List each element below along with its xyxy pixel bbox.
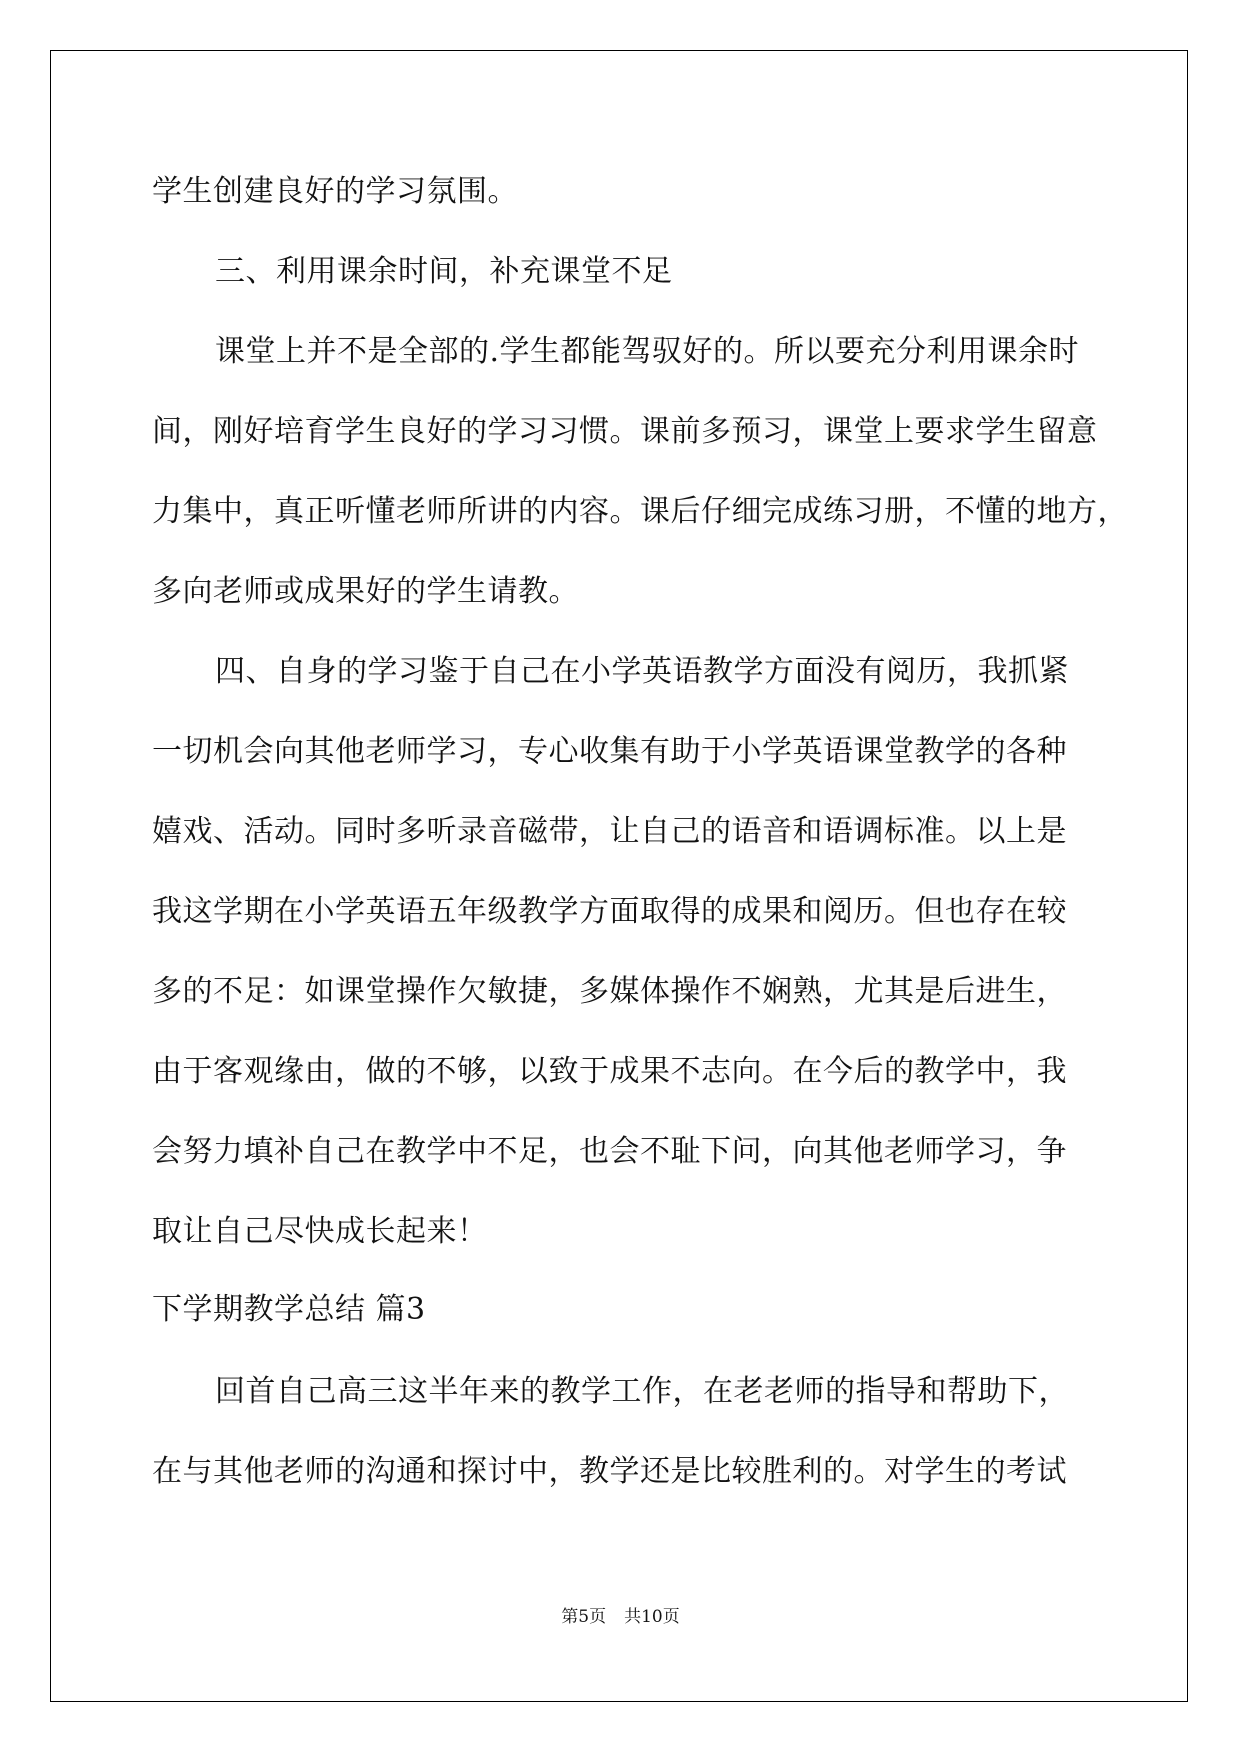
body-text-line: 间，刚好培育学生良好的学习习惯。课前多预习，课堂上要求学生留意	[152, 414, 1098, 449]
page-total: 共10页	[624, 1607, 680, 1627]
article-title: 下学期教学总结 篇3	[152, 1292, 426, 1327]
section-heading: 三、利用课余时间，补充课堂不足	[215, 254, 673, 289]
page-footer	[0, 1602, 1241, 1627]
body-text-line: 会努力填补自己在教学中不足，也会不耻下问，向其他老师学习，争	[152, 1134, 1067, 1169]
body-text-line: 四、自身的学习鉴于自己在小学英语教学方面没有阅历，我抓紧	[215, 654, 1069, 689]
body-text-line: 学生创建良好的学习氛围。	[152, 174, 518, 209]
body-text-line: 多的不足：如课堂操作欠敏捷，多媒体操作不娴熟，尤其是后进生，	[152, 974, 1067, 1009]
body-text-line: 一切机会向其他老师学习，专心收集有助于小学英语课堂教学的各种	[152, 734, 1067, 769]
body-text-line: 嬉戏、活动。同时多听录音磁带，让自己的语音和语调标准。以上是	[152, 814, 1067, 849]
body-text-line: 取让自己尽快成长起来！	[152, 1214, 488, 1249]
body-text-line: 我这学期在小学英语五年级教学方面取得的成果和阅历。但也存在较	[152, 894, 1067, 929]
body-text-line: 力集中，真正听懂老师所讲的内容。课后仔细完成练习册，不懂的地方，	[152, 494, 1128, 529]
body-text-line: 课堂上并不是全部的.学生都能驾驭好的。所以要充分利用课余时	[215, 334, 1080, 369]
body-text-line: 由于客观缘由，做的不够，以致于成果不志向。在今后的教学中，我	[152, 1054, 1067, 1089]
body-text-line: 多向老师或成果好的学生请教。	[152, 574, 579, 609]
body-text-line: 在与其他老师的沟通和探讨中，教学还是比较胜利的。对学生的考试	[152, 1454, 1067, 1489]
body-text-line: 回首自己高三这半年来的教学工作，在老老师的指导和帮助下，	[215, 1374, 1069, 1409]
page-number: 第5页	[561, 1607, 607, 1627]
